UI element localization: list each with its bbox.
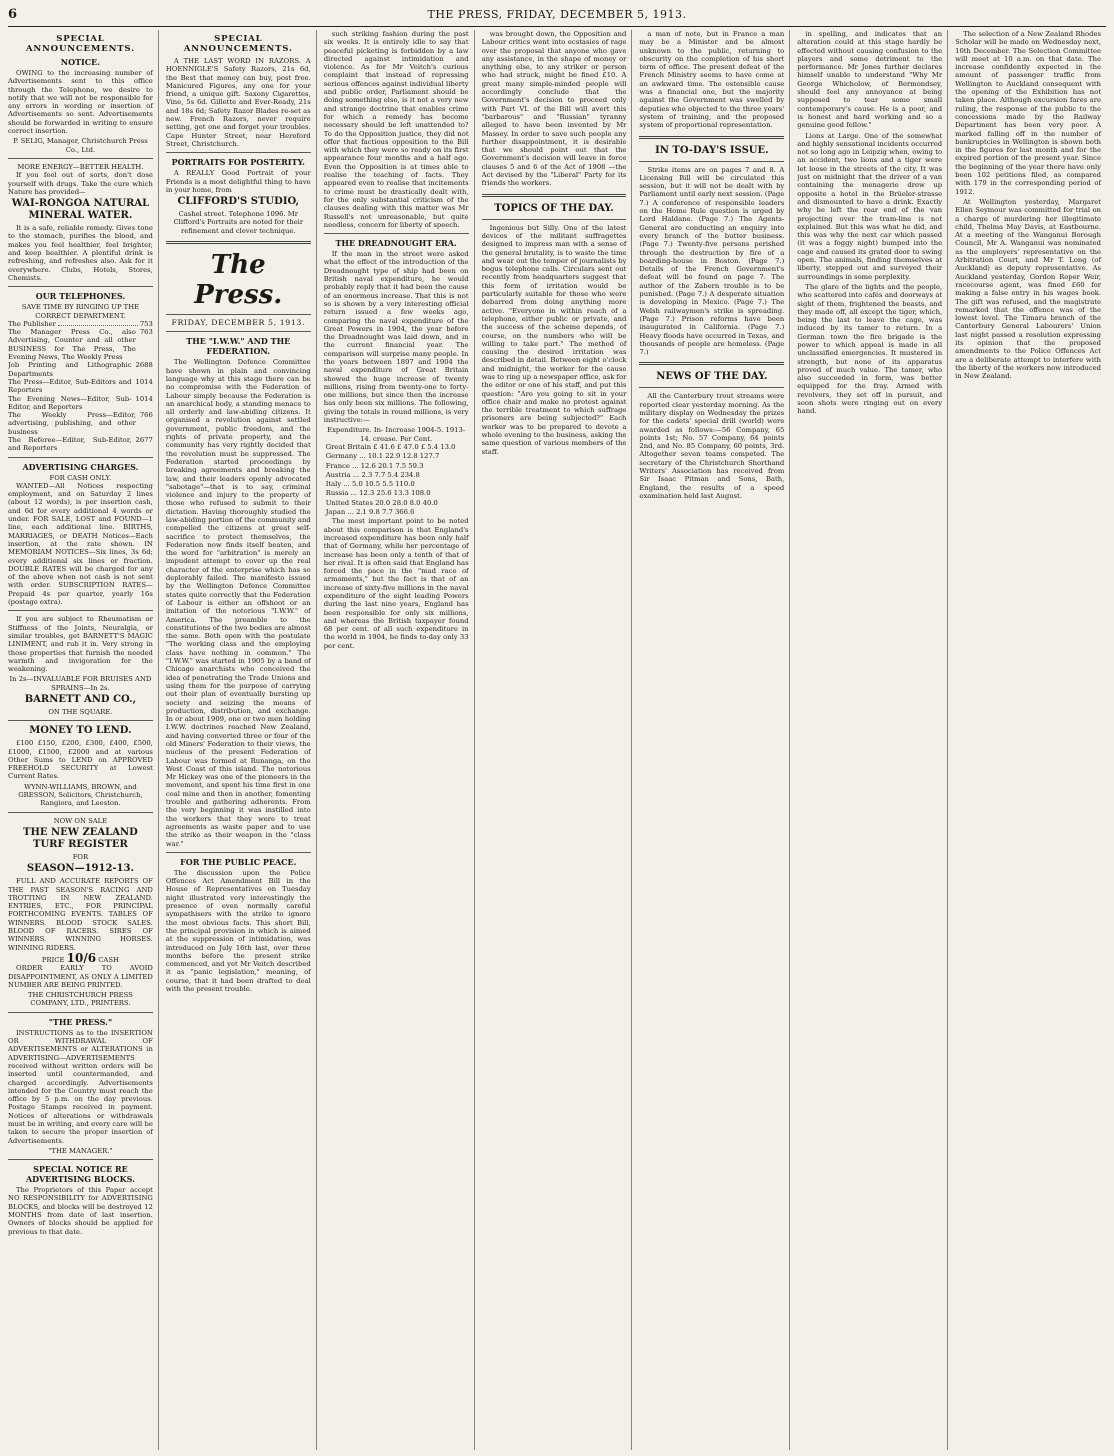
press-nameplate: The Press. xyxy=(194,250,283,311)
divider xyxy=(8,610,153,611)
article-title: FOR THE PUBLIC PEACE. xyxy=(180,856,297,867)
turf-now: NOW ON SALE xyxy=(53,816,108,825)
topics-text: Ingenious but Silly. One of the latest devices of the militant suffragettes designed to impress man with a sense of the general brutality, is to waste the time and wear out the temper of journalists by bogus telephone calls. Circulars sent out recently from headquarters suggest that this form of irritation would be particularly suitable for those who were debarred from doing anything more active. "Everyone in within reach of a telephone, either public or private, and the success of the scheme depends, of course, on the numbers who will be willing to take part." The method of causing the desired irritation was described in detail. Between eight o'clock and midnight, the worker for the cause was to ring up a newspaper office, ask for the editor or one of his staff, and put this question: "Are you going to sit in your office chair and make no protest against the terrible treatment to which suffrage prisoners are being subjected?" Each worker was to be prepared to devote a whole evening to the business, asking the same question of various members of the staff. xyxy=(481,223,627,456)
notice-text: OWING to the increasing number of Advertisements sent to this office through the Telephone, we desire to notify that we will not be responsible for any errors in wording or insertion of Advertisements so sent. Advertisements should be forwarded in writing to ensure correct insertion. xyxy=(8,69,153,136)
column-2 xyxy=(166,30,317,1450)
turf-cash: CASH xyxy=(98,955,119,964)
table-row: United States 20.0 28.0 8.0 40.0 xyxy=(325,498,438,507)
money-title: MONEY TO LEND. xyxy=(29,725,132,737)
table-row: Japan ... 2.1 9.8 7.7 366.6 xyxy=(325,508,415,517)
column-1 xyxy=(8,30,159,1450)
article-text: The most important point to be noted about this comparison is that England's increased expenditure has been only half that of Germany, while her percentage of increase has been only a tenth of that of her rival. It is often said that England has forced the pace in the "mad race of armaments," but the fact is that of an increase of sixty-five millions in the naval expenditure of the eight leading Powers during the last nine years, England has been responsible for only six millions, and whereas the British taxpayer found 68 per cent. of all such expenditure in the world in 1904, he finds to-day only 33 per cent. xyxy=(323,517,469,650)
article-title: THE DREADNOUGHT ERA. xyxy=(335,238,457,249)
dateline: FRIDAY, DECEMBER 5, 1913. xyxy=(171,318,306,328)
telephone-entry: The Publisher 753 xyxy=(8,319,153,328)
turf-order: ORDER EARLY TO AVOID DISAPPOINTMENT, AS ONLY A LIMITED NUMBER ARE BEING PRINTED. xyxy=(8,964,153,989)
news-text: The selection of a New Zealand Rhodes Scholar will be made on Wednesday next, 10th December. The Selection Committee will meet at 10 a.m. on that date. The increase confidently expected in the amount of passenger traffic from Wellington to Auckland consequent with the opening of the Exhibition has not taken place. Although excursion fares are ruling, the response of the public to the concessions made by the Railway Department has been very poor. A marked falling off in the number of bankruptcies in Wellington is shown both in the figures for last month and for the expired portion of the present year. Since the beginning of the year there have only been 102 petitions filed, as compared with 179 in the corresponding period of 1912. xyxy=(955,30,1101,196)
divider xyxy=(8,812,153,813)
article-text: in spelling, and indicates that an alteration could at this stage hardly be effected without causing confusion to the players and some detriment to the performance. Mr Jones further declares himself unable to understand "Why Mr George Whicholow, of Bermondsey, should feel any annoyance at being supposed to tear some small contemporary's cause. He is a poor, and is honest and hard working and so a genuine good fellow." xyxy=(797,30,943,130)
notice-sign: P. SELIG, Manager, Christchurch Press Co., Ltd. xyxy=(13,137,148,154)
blocks-heading: SPECIAL NOTICE RE ADVERTISING BLOCKS. xyxy=(25,1164,135,1185)
article-text: was brought down, the Opposition and Labour critics went into ecstasies of rage over the proposal that anyone who gave any assistance, in the shape of money or anything else, to any striker or person who had struck, might be fined £10. A great many simple-minded people will accordingly conclude that the Government's decision to proceed only with Part VI. of the Bill will avert this "barbarous" and "Russian" tyranny alleged to have been invented by Mr Massey. In order to save such people any further disappointment, it is desirable that we should point out that the Government's decision will leave in force clauses 5 and 6 of the Act of 1908 —the Act devised by the "Liberal" Party for its friends the workers. xyxy=(481,30,627,188)
article-text: a man of note, but in France a man may be a Minister and be almost unknown to the public, returning to obscurity on the completion of his short term of office. The present defeat of the French Ministry seems to have come at an awkward time. The ostensible cause was a financial one, but the majority against the Government was swelled by deputies who objected to the three years' system of training, and the proposed system of proportional representation. xyxy=(639,30,785,130)
divider xyxy=(8,1159,153,1160)
telephones-sub: SAVE TIME BY RINGING UP THE CORRECT DEPARTMENT. xyxy=(21,303,140,320)
divider xyxy=(166,314,311,315)
topics-title: TOPICS OF THE DAY. xyxy=(494,202,614,214)
telephone-list xyxy=(8,320,153,453)
divider xyxy=(166,152,311,153)
article-text: such striking fashion during the past six weeks. It is entirely idle to say that peaceful picketing is forbidden by a law directed against intimidation and violence. As for Mr Veitch's curious complaint that instead of repressing serious offences against individual liberty and public order, Parliament should be doing something else, is it not a very new and strange doctrine that enables crime for which a remedy has become necessary should be left unattended to? To do the Opposition justice, they did not offer that factious opposition to the Bill with which they were so ready on its first appearance four months and a half ago. Even the Opposition is at times able to realise the teaching of facts. They appeared even to realise that incitements to crime must be drastically dealt with, for the only substantial criticism of the clauses dealing with this matter was Mr Russell's not unreasonable, but quite needless, concern for liberty of speech. xyxy=(323,30,469,229)
divider xyxy=(639,387,784,388)
turf-price-label: PRICE xyxy=(41,955,65,964)
barnett-name: BARNETT AND CO., xyxy=(24,694,137,705)
article-text: The Wellington Defence Committee have shown in plain and convincing language why at this stage there can be no compromise with the Federation of Labour simply because the Federation is an anarchical body, a standing menace to all orderly and law-abiding citizens. It organised a revolution against settled government, public freedom, and the rights of private property, and the community has very rightly decided that the revolution must be suppressed. The Federation started proceedings by breaking agreements and breaking the law, and their leaders openly advocated "sabotage"—that is to say, criminal violence and injury to the property of those who refused to submit to their dictation. Having thoroughly studied the law-abiding portion of the community and compelled the citizens at great self-sacrifice to protect themselves, the Federation now finds itself beaten, and the word for "arbitration" is merely an impudent attempt to cover up the real character of the enterprise which has so deplorably failed. The manifesto issued by the Wellington Defence Committee states quite correctly that the Federation of Labour is either an offshoot or an imitation of the notorious "I.W.W." of America. The preamble to the constitutions of the two bodies are almost the same. Both open with the postulate "The working class and the employing class have nothing in common." The "I.W.W." was started in 1905 by a band of Chicago anarchists who conceived the idea of penetrating the Trade Unions and using them for the purpose of carrying out their plan of eventually bursting up society and seizing the means of production, distribution, and exchange. In or about 1909, one or two men holding I.W.W. doctrines reached New Zealand, and having converted three or four of the old Miners' Federation to their views, the nucleus of the present Federation of Labour was formed at Runanga, on the West Coast of this island. The notorious Mr Hickey was one of the pioneers in the movement, and spent his time first in one coal mine and then in another, fomenting trouble and gathering adherents. From the very beginning it was instilled into the workers that they were to treat agreements as waste paper and to use the strike as their weapon in the "class war." xyxy=(165,358,311,848)
divider xyxy=(166,852,311,853)
column-5 xyxy=(639,30,790,1450)
telephone-entry: The Weekly Press—Editor, advertising, publishing, and other business 766 xyxy=(8,411,153,436)
portraits-text: A REALLY Good Portrait of your Friends is a most delightful thing to have in your home, from xyxy=(165,169,311,194)
energy-heading: MORE ENERGY—BETTER HEALTH. xyxy=(17,162,144,171)
advertising-text: WANTED—All Notices respecting employment, and on Saturday 2 lines (about 12 words), is per insertion cash, and 6d for every additional 4 words or under. FOR SALE, LOST and FOUND—1 line, each additional line. BIRTHS, MARRIAGES, or DEATH Notices—Each insertion, at the rate shown. IN MEMORIAM NOTICES—Six lines, 3s 6d; every additional six lines or fraction. DOUBLE RATES will be charged for any of the above when not cash is not sent with order. SUBSCRIPTION RATES—Prepaid 4s per quarter, yearly 16s (postage extra). xyxy=(8,481,153,607)
telephone-entry: The Referee—Editor, Sub-Editor, and Reporters 2677 xyxy=(8,435,153,453)
waironga-text: It is a safe, reliable remedy. Gives tone to the stomach, purifies the blood, and makes you feel healthier, feel brighter, and keep healthier. A plentiful drink is refreshing, and refreshes also. Ask for it everywhere. Clubs, Hotels, Stores, Chemists. xyxy=(8,224,153,282)
column-4 xyxy=(482,30,633,1450)
table-row: Austria ... 2.3 7.7 5.4 234.8 xyxy=(325,470,420,479)
turf-price: 10/6 xyxy=(66,950,97,965)
double-rule xyxy=(639,362,784,365)
blocks-text: The Proprietors of this Paper accept NO RESPONSIBILITY for ADVERTISING BLOCKS, and blocks will be destroyed 12 MONTHS from date of last insertion. Owners of blocks should be applied for previous to that date. xyxy=(8,1186,153,1236)
news-text: At Wellington yesterday, Margaret Ellen Seymour was committed for trial on a charge of murdering her illegitimate child, Thelma May Davis, at Eastbourne. At a meeting of the Wanganui Borough Council, Mr A. Wanganui was nominated as the employers' representative on the Arbitration Court, and Mr T. Long (of Auckland) as deputy representative. As Auckland yesterday, Gordon Roper Weir, racecourse agent, was fined £60 for making a false entry in his wages book. The gift was refused, and the magistrate remarked that the offence was of the lowest level. The Timaru branch of the Canterbury General Labourers' Union last night passed a resolution expressing its opinion that the proposed amendments to the Police Offences Act are a deliberate attempt to interfere with the liberty of the workers now introduced in New Zealand. xyxy=(955,197,1101,381)
table-row: Russia ... 12.3 25.6 13.3 108.0 xyxy=(325,489,431,498)
divider xyxy=(8,1012,153,1013)
column-3 xyxy=(324,30,475,1450)
barnett-address: ON THE SQUARE. xyxy=(48,708,113,716)
table-row: France ... 12.6 20.1 7.5 59.3 xyxy=(325,461,424,470)
article-text: The glare of the lights and the people, who scattered into cafés and doorways at sight of them, frightened the beasts, and they made off, all except the tiger, which, being the last to leave the cage, was induced by its tamer to return. In a German town the fire brigade is the power to which appeal is made in all unclassified emergencies. It mustered in strength, but none of its apparatus proved of much value. The tamer, who also succeeded in form, was better equipped for the fray. Armed with revolvers, they set off in pursuit, and soon shots were ringing out on every hand. xyxy=(797,282,943,416)
notice-title: NOTICE. xyxy=(60,57,101,67)
article-text: If the man in the street were asked what the effect of the introduction of the Dreadnought type of ship had been on British naval expenditure, he would probably reply that it had been the cause of an enormous increase. That this is not so is shown by a very interesting official return issued a few weeks ago, comparing the naval expenditure of the Great Powers in 1904, the year before the Dreadnought was laid down, and in the current financial year. The comparison will surprise many people. In the years between 1897 and 1904 the naval expenditure of Great Britain showed the huge increase of twenty millions, rising from twenty-one to forty-one millions, but since then the increase has only been six millions. The following, giving the totals in round millions, is very instructive:— xyxy=(323,250,469,425)
news-text: All the Canterbury trout streams were reported clear yesterday morning. As the military display on Wednesday the prizes for the cadets' special drill (world) were awarded as follows:—56 Company, 65 points 1st; No. 57 Company, 64 points 2nd, and No. 85 Company, 60 points, 3rd. Altogether seven teams competed. The secretary of the Christchurch Shorthand Writers' Association has received from Sir Isaac Pitman and Sons, Bath, England, the results of a speed examination held last August. xyxy=(639,392,785,500)
table-row: Italy ... 5.0 10.5 5.5 110.0 xyxy=(325,480,415,489)
table-row: Great Britain £ 41.6 £ 47.0 £ 5.4 13.0 xyxy=(325,442,456,451)
divider xyxy=(8,720,153,721)
divider xyxy=(324,233,469,234)
press-instructions-text: INSTRUCTIONS as to the INSERTION OR WITHDRAWAL OF ADVERTISEMENTS or ALTERATIONS in ADVERTISING—ADVERTISEMENTS received without written orders will be inserted until countermanded, and charged accordingly. Advertisements intended for the Country must reach the office by 5 p.m. on the day previous. Postage Stamps received in payment. Notices of alterations or withdrawals must be in writing, and every care will be taken to secure the proper insertion of Advertisements. xyxy=(8,1028,153,1145)
telephone-entry: The Evening News—Editor, Sub-Editor, and Reporters 1014 xyxy=(8,394,153,411)
table-row: Germany ... 10.1 22.9 12.8 127.7 xyxy=(325,452,440,461)
razors-ad: A THE LAST WORD IN RAZORS. A HOENNIGLE'S Safety Razors, 21s 6d, the Best that money can buy, post free. Manicured Figures, any one for your friend, a unique gift. Saxony Cigarettes, Vine, 5s 6d. Gillette and Ever-Ready, 21s and 18s 6d; Safety Razor Blades re-set as new. French Razors, never require setting, get one and forget your troubles. Cape Hunter Street, near Hereford Street, Christchurch. xyxy=(165,57,311,148)
divider xyxy=(482,219,627,220)
issue-title: IN TO-DAY'S ISSUE. xyxy=(655,144,769,156)
waironga-title: WAI-RONGOA NATURAL MINERAL WATER. xyxy=(11,198,150,222)
portraits-title: PORTRAITS FOR POSTERITY. xyxy=(171,157,305,168)
article-title: THE "I.W.W." AND THE FEDERATION. xyxy=(186,336,291,357)
clifford-address: Cashel street. Telephone 1096. Mr Clifford's Portraits are noted for their refinement and clever technique. xyxy=(173,210,304,235)
money-text: £100 £150, £200, £300, £400, £500, £1000, £1500, £2000 and at various Other Sums to LEND on APPROVED FREEHOLD SECURITY at Lowest Current Rates. xyxy=(8,739,153,781)
divider xyxy=(639,161,784,162)
advertising-heading: ADVERTISING CHARGES. xyxy=(22,461,139,472)
turf-text: FULL AND ACCURATE REPORTS OF THE PAST SEASON'S RACING AND TROTTING IN NEW ZEALAND. ENTRIES, ETC., FOR PRINCIPAL FORTHCOMING EVENTS. TABLES OF WINNERS. BLOOD STOCK SALES. BLOOD OF RACERS. SIRES OF WINNERS. WINNING HORSES. WINNING RIDERS. xyxy=(8,877,153,952)
double-rule xyxy=(166,241,311,244)
turf-title: THE NEW ZEALAND TURF REGISTER xyxy=(23,826,138,850)
turf-for: FOR xyxy=(72,852,89,861)
telephone-entry: The Manager Press Co., also Advertising, Counter and all other BUSINESS for The Press, The Evening News, The Weekly Press 763 xyxy=(8,328,153,362)
masthead-title: THE PRESS, FRIDAY, DECEMBER 5, 1913. xyxy=(427,8,687,21)
money-sign: WYNN-WILLIAMS, BROWN, and GRESSON, Solicitors, Christchurch, Rangiora, and Leeston. xyxy=(18,782,143,808)
press-instructions-heading: "THE PRESS." xyxy=(48,1016,113,1027)
double-rule xyxy=(639,136,784,139)
divider xyxy=(8,457,153,458)
expenditure-table xyxy=(324,443,469,516)
telephones-heading: OUR TELEPHONES. xyxy=(35,291,126,302)
article-text: The discussion upon the Police Offences Act Amendment Bill in the House of Representatives on Tuesday night illustrated very interestingly the presence of even normally careful sympathisers with the strike to ignore the most obvious facts. This short Bill, the principal provision in which is aimed at the suppression of intimidation, was introduced on July 16th last, over three months before the present strike commenced, and yet Mr Veitch described it as "panic legislation," meaning, of course, that it had been drafted to deal with the present trouble. xyxy=(165,868,311,994)
barnett-price: In 2s—INVALUABLE FOR BRUISES AND SPRAINS—In 2s. xyxy=(9,675,152,692)
column-6 xyxy=(797,30,948,1450)
news-title: NEWS OF THE DAY. xyxy=(656,371,768,383)
telephone-entry: The Press—Editor, Sub-Editors and Reporters 1014 xyxy=(8,377,153,395)
column-7 xyxy=(955,30,1106,1450)
section-heading: SPECIAL ANNOUNCEMENTS. xyxy=(183,34,293,54)
masthead xyxy=(8,6,1106,27)
turf-publisher: THE CHRISTCHURCH PRESS COMPANY, LTD., PRINTERS. xyxy=(28,991,133,1008)
double-rule xyxy=(482,194,627,197)
clifford-studio: CLIFFORD'S STUDIO, xyxy=(177,196,300,208)
divider xyxy=(8,158,153,159)
turf-price-line xyxy=(8,950,153,965)
columns xyxy=(8,30,1106,1450)
divider xyxy=(8,286,153,287)
manager-sign: "THE MANAGER." xyxy=(48,1146,113,1155)
issue-text: Strike items are on pages 7 and 8. A Licensing Bill will be circulated this session, but it will not be dealt with by Parliament until early next session. (Page 7.) A conference of responsible leaders on the Home Rule question is urged by Lord Haldane. (Page 7.) The Agents-General are conducting an enquiry into every branch of the butter business. (Page 7.) Twenty-five persons perished through the destruction by fire of a boarding-house in Boston. (Page 7.) Details of the French Government's defeat will be found on page 7. The author of the Zabern trouble is to be punished. (Page 7.) A desperate situation is developing in Mexico. (Page 7.) The Welsh railwaymen's strike is spreading. (Page 7.) Prison reforms have been inaugurated in California. (Page 7.) Heavy floods have occurred in Texas, and thousands of people are homeless. (Page 7.) xyxy=(639,165,785,357)
section-heading: SPECIAL ANNOUNCEMENTS. xyxy=(25,34,135,54)
turf-season: SEASON—1912-13. xyxy=(26,863,134,875)
divider xyxy=(166,331,311,332)
page-number: 6 xyxy=(8,7,18,22)
telephone-entry: Job Printing and Lithographic Departments 2688 xyxy=(8,361,153,378)
lions-text: Lions at Large. One of the somewhat and highly sensational incidents occurred not so long ago in Leipzig when, owing to an accident, two lions and a tiger were let loose in the streets of the city. It was just on midnight that the driver of a van containing the menagerie drew up opposite a hotel in the Brüeler-strasse and dismounted to have a drink. Exactly why he left the rear end of the van projecting over the tram-line is not explained. But this was what he did, and this was why the next car which passed (it was a foggy night) bumped into the cage and caused its grated door to swing open. The animals, finding themselves at liberty, stepped out and surveyed their surroundings in some perplexity. xyxy=(797,131,943,281)
table-header: Expenditure. In- Increase 1904-5. 1913-14. crease. Per Cent. xyxy=(327,426,466,443)
barnett-lead: If you are subject to Rheumatism or Stiffness of the Joints, Neuralgia, or similar troubles, get BARNETT'S MAGIC LINIMENT, and rub it in. Very strong in those properties that furnish the needed warmth and invigoration for the weakening. xyxy=(8,615,153,674)
waironga-lead: If you feel out of sorts, don't dose yourself with drugs. Take the cure which Nature has provided— xyxy=(8,171,153,196)
advertising-sub: FOR CASH ONLY. xyxy=(49,473,112,482)
